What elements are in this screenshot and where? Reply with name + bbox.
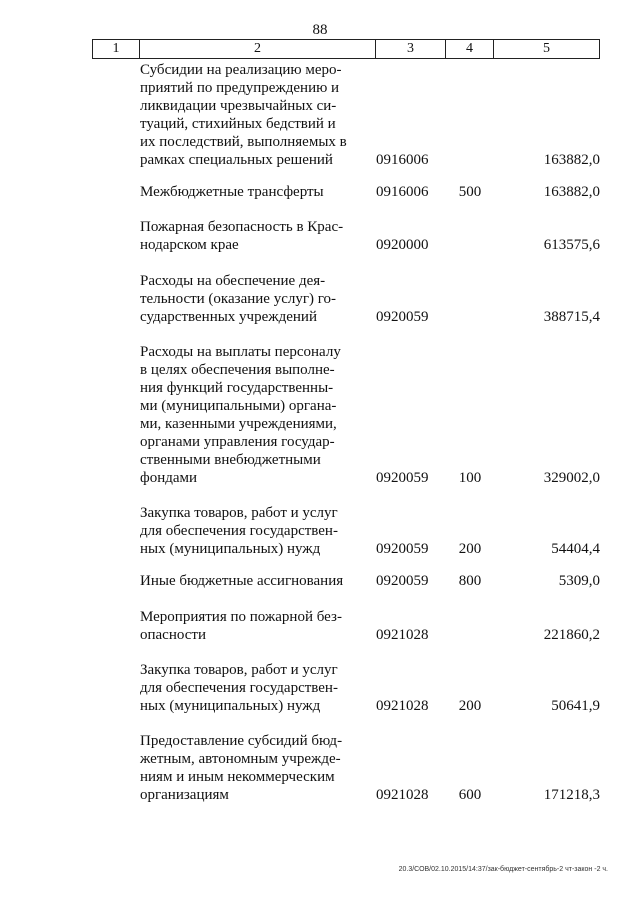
row-description xyxy=(140,572,348,590)
row-description xyxy=(140,183,348,201)
row-type: 800 xyxy=(458,573,482,589)
row-code: 0916006 xyxy=(376,152,429,168)
description-line: туаций, стихийных бедствий и xyxy=(140,116,336,132)
row-code: 0916006 xyxy=(376,184,429,200)
row-code: 0921028 xyxy=(376,627,429,643)
description-line: Закупка товаров, работ и услуг xyxy=(140,505,338,521)
row-description xyxy=(140,218,348,254)
description-line: Межбюджетные трансферты xyxy=(140,184,324,200)
row-type: 600 xyxy=(458,787,482,803)
row-description xyxy=(140,343,348,487)
description-line: ниям и иным некоммерческим xyxy=(140,769,335,785)
description-line: ных (муниципальных) нужд xyxy=(140,541,321,557)
row-code: 0920059 xyxy=(376,541,429,557)
row-amount: 221860,2 xyxy=(543,627,600,643)
column-header-3: 3 xyxy=(376,40,446,58)
description-line: Расходы на обеспечение дея- xyxy=(140,273,326,289)
description-line: ми (муниципальными) органа- xyxy=(140,398,337,414)
description-line: опасности xyxy=(140,627,206,643)
row-description xyxy=(140,732,348,804)
row-type: 500 xyxy=(458,184,482,200)
row-description xyxy=(140,272,348,326)
row-type: 200 xyxy=(458,541,482,557)
column-header-2: 2 xyxy=(140,40,376,58)
description-line: тельности (оказание услуг) го- xyxy=(140,291,337,307)
description-line: нодарском крае xyxy=(140,237,239,253)
row-code: 0920000 xyxy=(376,237,429,253)
row-amount: 54404,4 xyxy=(551,541,600,557)
row-type: 200 xyxy=(458,698,482,714)
description-line: организациям xyxy=(140,787,229,803)
description-line: рамках специальных решений xyxy=(140,152,333,168)
row-description xyxy=(140,661,348,715)
row-description xyxy=(140,504,348,558)
page-number: 88 xyxy=(312,22,328,38)
description-line: для обеспечения государствен- xyxy=(140,523,338,539)
description-line: Пожарная безопасность в Крас- xyxy=(140,219,344,235)
row-amount: 613575,6 xyxy=(543,237,600,253)
row-code: 0921028 xyxy=(376,698,429,714)
row-amount: 5309,0 xyxy=(558,573,600,589)
row-code: 0921028 xyxy=(376,787,429,803)
document-footer-code: 20.3/СОВ/02.10.2015/14:37/зак-бюджет-сентябрь-2 чт-закон -2 ч. xyxy=(398,866,608,873)
row-amount: 171218,3 xyxy=(543,787,600,803)
description-line: сударственных учреждений xyxy=(140,309,317,325)
description-line: фондами xyxy=(140,470,198,486)
description-line: Расходы на выплаты персоналу xyxy=(140,344,341,360)
row-code: 0920059 xyxy=(376,470,429,486)
column-header-1: 1 xyxy=(92,40,140,58)
description-line: ственными внебюджетными xyxy=(140,452,321,468)
row-amount: 50641,9 xyxy=(551,698,600,714)
column-header-row xyxy=(92,39,600,59)
description-line: жетным, автономным учрежде- xyxy=(140,751,341,767)
row-amount: 163882,0 xyxy=(543,184,600,200)
description-line: Иные бюджетные ассигнования xyxy=(140,573,344,589)
description-line: органами управления государ- xyxy=(140,434,335,450)
description-line: в целях обеспечения выполне- xyxy=(140,362,335,378)
description-line: приятий по предупреждению и xyxy=(140,80,340,96)
description-line: для обеспечения государствен- xyxy=(140,680,338,696)
row-amount: 388715,4 xyxy=(543,309,600,325)
row-amount: 329002,0 xyxy=(543,470,600,486)
row-type: 100 xyxy=(458,470,482,486)
row-amount: 163882,0 xyxy=(543,152,600,168)
description-line: ми, казенными учреждениями, xyxy=(140,416,337,432)
description-line: ния функций государственны- xyxy=(140,380,334,396)
description-line: Мероприятия по пожарной без- xyxy=(140,609,342,625)
column-header-5: 5 xyxy=(494,40,600,58)
row-description xyxy=(140,61,348,169)
column-header-4: 4 xyxy=(446,40,494,58)
description-line: Предоставление субсидий бюд- xyxy=(140,733,343,749)
description-line: их последствий, выполняемых в xyxy=(140,134,347,150)
row-code: 0920059 xyxy=(376,573,429,589)
row-description xyxy=(140,608,348,644)
description-line: ликвидации чрезвычайных си- xyxy=(140,98,337,114)
description-line: Субсидии на реализацию меро- xyxy=(140,62,342,78)
description-line: Закупка товаров, работ и услуг xyxy=(140,662,338,678)
description-line: ных (муниципальных) нужд xyxy=(140,698,321,714)
row-code: 0920059 xyxy=(376,309,429,325)
